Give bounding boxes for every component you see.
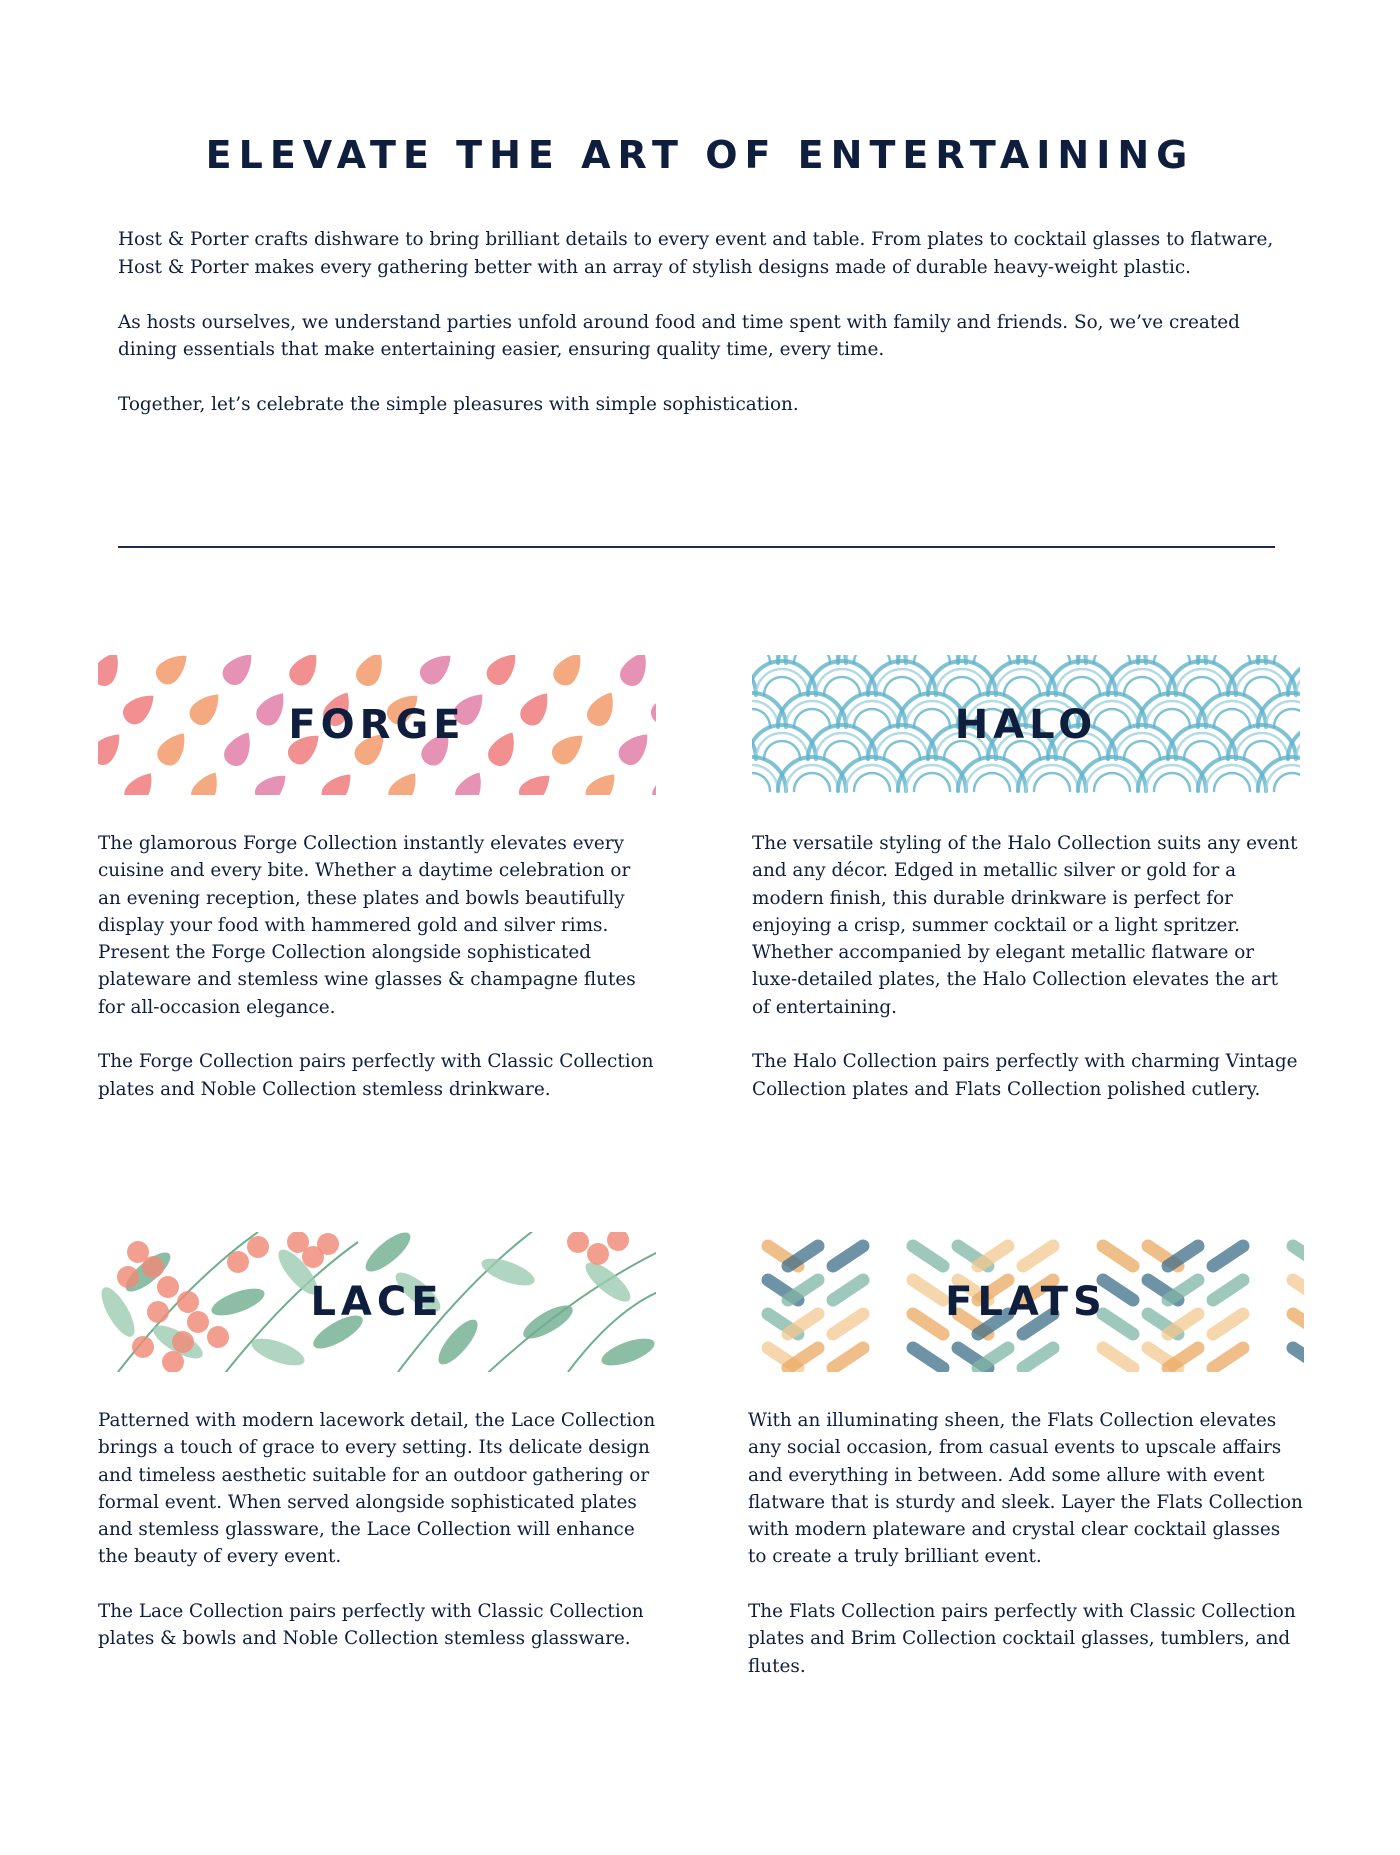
scallop-arc [884, 677, 920, 695]
brush-stroke [978, 1348, 1008, 1368]
brush-stroke [1213, 1280, 1243, 1300]
berry-shape [172, 1331, 194, 1353]
berry-shape [587, 1243, 609, 1265]
scallop-arc [1154, 773, 1190, 791]
brush-stroke [913, 1348, 943, 1368]
flats-description [748, 1407, 1304, 1680]
drop-shape [614, 727, 656, 770]
drop-shape [415, 655, 458, 689]
scallop-arc [1214, 773, 1250, 791]
lace-title: LACE [310, 1279, 444, 1325]
berry-shape [187, 1311, 209, 1333]
scallop-arc [1266, 701, 1300, 727]
berry-shape [162, 1351, 184, 1372]
halo-paragraph: The versatile styling of the Halo Collection suits any event and any décor. Edged in metallic silver or gold for a modern finish, this durable drinkware is perfect for enjoying a crisp, summer cocktail or a light spritzer. Whether accompanied by elegant metallic flatware or luxe-detailed plates, the Halo Collection elevates the art of entertaining. [752, 833, 1298, 1018]
leaf-shape [519, 1299, 577, 1344]
flats-paragraph: With an illuminating sheen, the Flats Collection elevates any social occasion, from casual events to upscale affairs and everything in between. Add some allure with event flatware that is sturdy and sleek. Layer the Flats Collection with modern plateware and crystal clear cocktail glasses to create a truly brilliant event. [748, 1410, 1303, 1568]
drop-shape [187, 767, 225, 795]
lace-banner [98, 1232, 656, 1372]
drop-shape [252, 687, 292, 730]
scallop-arc [794, 655, 830, 663]
scallop-arc [752, 709, 770, 727]
scallop-arc [824, 741, 860, 759]
scallop-arc [854, 709, 890, 727]
drop-shape [285, 655, 325, 690]
forge-paragraph: The glamorous Forge Collection instantly elevates every cuisine and every bite. Whether a daytime celebration or an evening reception, these plates and bowls beautifully display your food with hammered gold and silver rims. Present the Forge Collection alongside sophisticated plateware and stemless wine glasses & champagne flutes for all-occasion elegance. [98, 833, 636, 1018]
scallop-arc [914, 773, 950, 791]
berry-shape [567, 1232, 589, 1253]
drop-shape [153, 727, 193, 770]
intro-paragraph: Host & Porter crafts dishware to bring brilliant details to every event and table. From plates to cocktail glasses to flatware, Host & Porter makes every gathering better with an array of stylish designs made of durable heavy-weight plastic. [118, 229, 1274, 278]
brush-stroke [1213, 1348, 1243, 1368]
scallop-arc [914, 655, 950, 663]
scallop-arc [764, 677, 800, 695]
brush-stroke [1168, 1246, 1198, 1266]
scallop-arc [1034, 773, 1070, 791]
brush-stroke [1103, 1348, 1133, 1368]
flats-pairing: The Flats Collection pairs perfectly with Classic Collection plates and Brim Collection cocktail glasses, tumblers, and flutes. [748, 1601, 1296, 1677]
flats-title: FLATS [945, 1279, 1107, 1325]
drop-shape [484, 727, 522, 770]
berry-shape [177, 1291, 199, 1313]
berry-shape [207, 1326, 229, 1348]
drop-shape [98, 727, 128, 770]
forge-pairing: The Forge Collection pairs perfectly with Classic Collection plates and Noble Collection stemless drinkware. [98, 1051, 654, 1100]
scallop-arc [944, 677, 980, 695]
leaf-shape [580, 1256, 636, 1307]
brush-stroke [788, 1280, 818, 1300]
drop-shape [118, 687, 161, 729]
scallop-arc [914, 709, 950, 727]
brush-stroke [913, 1280, 943, 1300]
forge-title: FORGE [288, 702, 466, 748]
forge-banner [98, 655, 656, 795]
scallop-arc [1214, 655, 1250, 663]
scallop-arc [1154, 709, 1190, 727]
brush-stroke [833, 1280, 863, 1300]
brush-stroke [1168, 1348, 1198, 1368]
section-divider [118, 546, 1275, 548]
berry-shape [147, 1301, 169, 1323]
leaf-shape [248, 1333, 307, 1371]
forge-description [98, 830, 656, 1103]
scallop-arc [1094, 773, 1130, 791]
brush-stroke [1168, 1314, 1198, 1334]
intro-paragraph: Together, let’s celebrate the simple pleasures with simple sophistication. [118, 394, 799, 415]
leaf-shape [98, 1283, 141, 1341]
leaf-shape [478, 1253, 537, 1291]
scallop-arc [1124, 677, 1160, 695]
brush-stroke [1213, 1314, 1243, 1334]
lace-description [98, 1407, 656, 1653]
drop-shape [352, 655, 390, 690]
brush-stroke [1023, 1246, 1053, 1266]
collection-flats [748, 1232, 1304, 1707]
scallop-arc [1214, 709, 1250, 727]
brush-stroke [833, 1246, 863, 1266]
drop-shape [616, 655, 654, 690]
scallop-arc [1004, 677, 1040, 695]
collection-halo [752, 655, 1300, 1130]
drop-shape [648, 767, 656, 795]
brush-stroke [833, 1348, 863, 1368]
drop-shape [482, 655, 524, 690]
brush-stroke [978, 1246, 1008, 1266]
brush-stroke [1293, 1314, 1304, 1334]
page-title: ELEVATE THE ART OF ENTERTAINING [205, 133, 1195, 177]
brush-stroke [1168, 1280, 1198, 1300]
berry-shape [142, 1256, 164, 1278]
drop-shape [516, 687, 556, 730]
leaf-shape [208, 1283, 267, 1321]
brush-stroke [1213, 1246, 1243, 1266]
scallop-arc [794, 709, 830, 727]
flats-banner [748, 1232, 1304, 1372]
scallop-arc [1154, 655, 1190, 663]
halo-pairing: The Halo Collection pairs perfectly with charming Vintage Collection plates and Flats Collection polished cutlery. [752, 1051, 1298, 1100]
collection-forge [98, 655, 656, 1130]
brush-stroke [1293, 1348, 1304, 1368]
drop-shape [220, 727, 258, 770]
brush-stroke [788, 1348, 818, 1368]
berry-shape [132, 1336, 154, 1358]
drop-shape [151, 655, 194, 689]
scallop-arc [824, 677, 860, 695]
brush-stroke [1293, 1280, 1304, 1300]
brush-stroke [788, 1246, 818, 1266]
scallop-arc [794, 773, 830, 791]
scallop-arc [1034, 655, 1070, 663]
drop-shape [98, 655, 126, 690]
drop-shape [185, 687, 227, 730]
brush-stroke [1293, 1246, 1304, 1266]
scallop-arc [1274, 709, 1300, 727]
scallop-arc [1094, 709, 1130, 727]
scallop-arc [1064, 677, 1100, 695]
scallop-arc [1244, 677, 1280, 695]
berry-shape [227, 1251, 249, 1273]
brush-stroke [833, 1314, 863, 1334]
drop-shape [581, 767, 623, 795]
scallop-arc [974, 773, 1010, 791]
berry-shape [117, 1266, 139, 1288]
berry-shape [607, 1232, 629, 1251]
brush-stroke [1103, 1280, 1133, 1300]
scallop-arc [764, 741, 800, 759]
drop-shape [384, 767, 424, 795]
drop-shape [317, 767, 359, 795]
drop-shape [218, 655, 260, 690]
drop-shape [547, 727, 590, 769]
scallop-arc [1184, 677, 1220, 695]
scallop-arc [854, 655, 890, 663]
drop-shape [549, 655, 589, 690]
berry-shape [317, 1233, 339, 1255]
leaf-shape [360, 1232, 416, 1278]
intro-paragraph: As hosts ourselves, we understand parties unfold around food and time spent with family and friends. So, we’ve created dining essentials that make entertaining easier, ensuring quality time, every time. [118, 311, 1240, 360]
brush-stroke [1103, 1314, 1133, 1334]
halo-title: HALO [954, 702, 1098, 748]
drop-shape [250, 767, 293, 795]
drop-shape [583, 687, 621, 730]
scallop-arc [1244, 741, 1280, 759]
brush-stroke [1023, 1348, 1053, 1368]
scallop-arc [974, 655, 1010, 663]
scallop-arc [854, 773, 890, 791]
scallop-arc [1266, 765, 1300, 791]
scallop-arc [752, 655, 770, 663]
scallop-arc [1124, 741, 1160, 759]
brush-stroke [1103, 1246, 1133, 1266]
drop-shape [646, 687, 656, 729]
intro-text [118, 226, 1280, 446]
halo-banner [752, 655, 1300, 795]
brush-stroke [913, 1314, 943, 1334]
scallop-arc [1184, 741, 1220, 759]
berry-shape [157, 1276, 179, 1298]
collection-lace [98, 1232, 656, 1680]
scallop-arc [1274, 655, 1300, 663]
drop-shape [451, 767, 489, 795]
lace-pairing: The Lace Collection pairs perfectly with Classic Collection plates & bowls and Noble Collection stemless glassware. [98, 1601, 644, 1650]
scallop-arc [1094, 655, 1130, 663]
lace-paragraph: Patterned with modern lacework detail, the Lace Collection brings a touch of grace to every setting. Its delicate design and timeless aesthetic suitable for an outdoor gathering or formal event. When served alongside sophisticated plates and stemless glassware, the Lace Collection will enhance the beauty of every event. [98, 1410, 656, 1568]
drop-shape [120, 767, 160, 795]
scallop-arc [884, 741, 920, 759]
berry-shape [247, 1236, 269, 1258]
scallop-arc [1274, 773, 1300, 791]
brush-stroke [788, 1314, 818, 1334]
drop-shape [514, 767, 557, 795]
leaf-shape [598, 1333, 656, 1371]
halo-description [752, 830, 1300, 1103]
scallop-arc [752, 773, 770, 791]
brush-stroke [913, 1246, 943, 1266]
